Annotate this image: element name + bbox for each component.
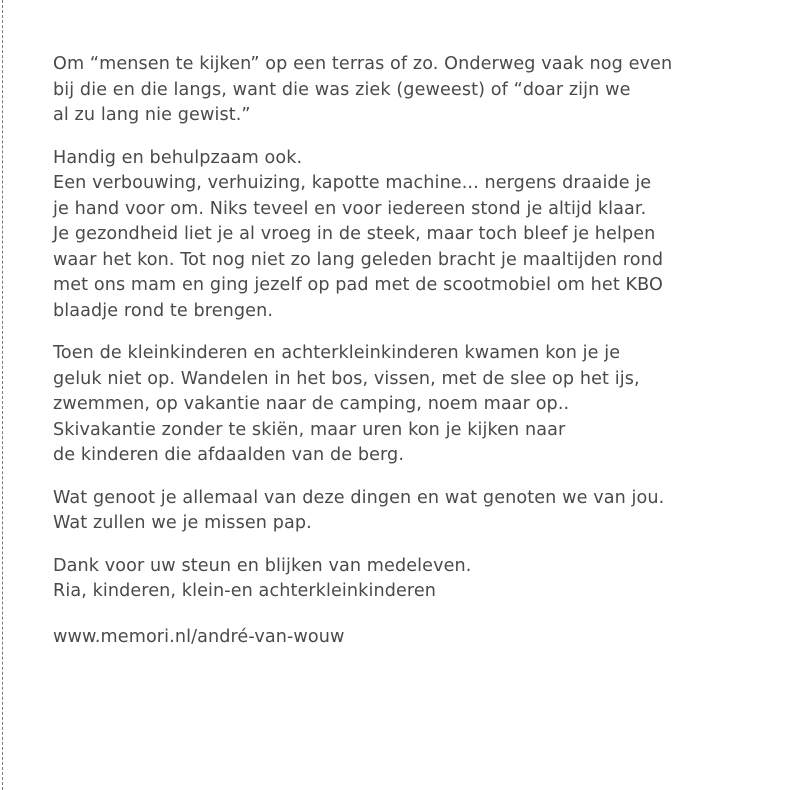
text-line: je hand voor om. Niks teveel en voor iedereen stond je altijd klaar. [53,198,647,219]
paragraph-grandchildren [53,341,773,469]
text-line: Wat genoot je allemaal van deze dingen en wat genoten we van jou. [53,487,665,508]
text-line: Ria, kinderen, klein-en achterkleinkinderen [53,581,437,601]
paragraph-memories [53,52,773,129]
paragraph-thanks [53,554,773,605]
paragraph-helpful [53,146,773,325]
text-line: zwemmen, op vakantie naar de camping, noem maar op.. [53,394,570,414]
dashed-edge-line [2,0,3,790]
text-line: met ons mam en ging jezelf op pad met de scootmobiel om het KBO [53,275,663,295]
text-line: geluk niet op. Wandelen in het bos, vissen, met de slee op het ijs, [53,368,640,389]
url-text: www.memori.nl/andré-van-wouw [53,626,345,647]
text-line: waar het kon. Tot nog niet zo lang geleden bracht je maaltijden rond [53,249,664,270]
text-line: Wat zullen we je missen pap. [53,513,312,533]
text-line: Om “mensen te kijken” op een terras of zo. Onderweg vaak nog even [53,54,673,74]
text-line: Handig en behulpzaam ook. [53,147,303,168]
text-line: de kinderen die afdaalden van de berg. [53,445,405,465]
text-line: bij die en die langs, want die was ziek (geweest) of “doar zijn we [53,79,631,100]
text-line: Je gezondheid liet je al vroeg in de steek, maar toch bleef je helpen [53,224,656,244]
text-line: Een verbouwing, verhuizing, kapotte machine... nergens draaide je [53,173,652,193]
document-body [53,52,773,667]
paragraph-enjoyment [53,486,773,537]
text-line: Dank voor uw steun en blijken van medeleven. [53,555,472,576]
text-line: al zu lang nie gewist.” [53,105,251,125]
text-line: blaadje rond te brengen. [53,300,274,321]
memorial-url [53,625,773,651]
text-line: Skivakantie zonder te skiën, maar uren kon je kijken naar [53,419,566,440]
text-line: Toen de kleinkinderen en achterkleinkinderen kwamen kon je je [53,343,621,363]
